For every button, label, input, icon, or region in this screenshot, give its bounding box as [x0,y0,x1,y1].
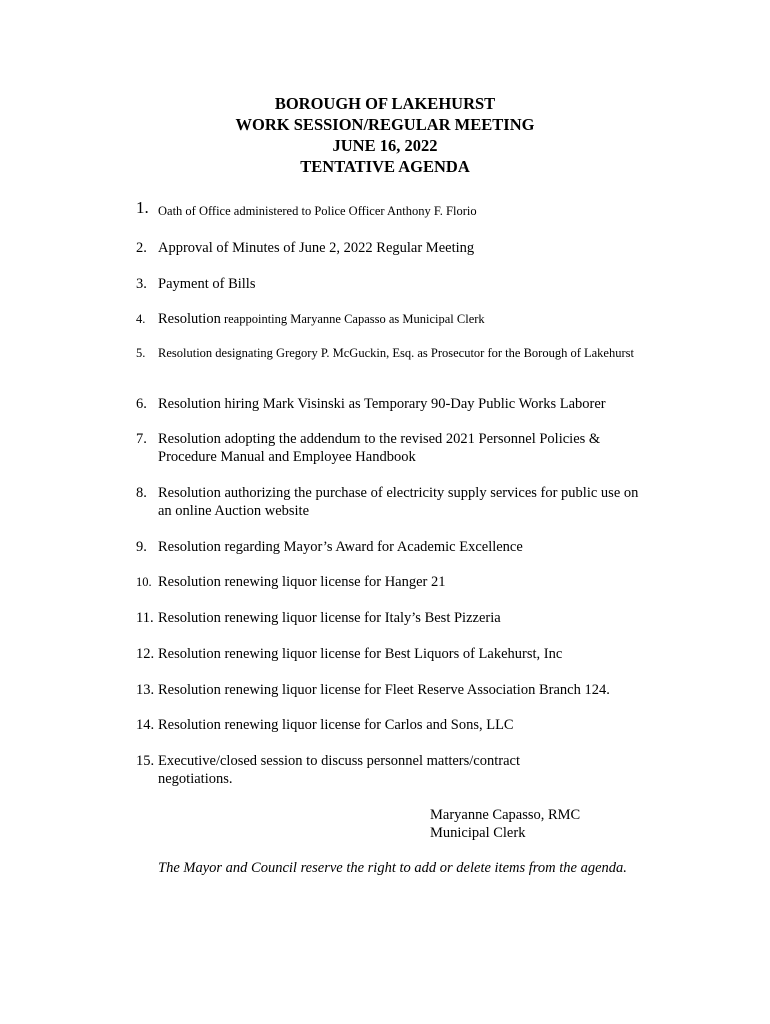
agenda-item-text: Resolution authorizing the purchase of electricity supply services for public use on an online Auction website [158,485,639,519]
agenda-item-number: 11. [136,610,154,626]
agenda-item-number: 12. [136,646,155,662]
agenda-item-number: 13. [136,682,155,698]
agenda-item-number: 8. [136,485,147,501]
clerk-signature-block [430,806,580,842]
agenda-item-number: 4. [136,312,146,326]
agenda-item-1 [136,198,646,220]
agenda-item-10 [136,573,646,591]
agenda-item-number: 14. [136,717,155,733]
agenda-disclaimer: The Mayor and Council reserve the right to add or delete items from the agenda. [158,860,627,876]
agenda-item-rest: reappointing Maryanne Capasso as Municipal Clerk [220,312,485,326]
agenda-item-number: 5. [136,346,146,360]
agenda-item-lead: Resolution [158,311,221,327]
agenda-item-text: Executive/closed session to discuss personnel matters/contract negotiations. [158,753,521,787]
agenda-item-text: Resolution renewing liquor license for Hanger 21 [158,574,446,590]
agenda-item-number: 6. [136,396,147,412]
agenda-item-text [136,310,646,328]
agenda-item-11 [136,609,646,627]
agenda-item-14 [136,716,646,734]
header-borough: BOROUGH OF LAKEHURST [274,94,496,113]
header-meeting-type: WORK SESSION/REGULAR MEETING [235,115,535,134]
agenda-item-15 [136,752,556,788]
agenda-item-text: Resolution adopting the addendum to the revised 2021 Personnel Policies & Procedure Manual and Employee Handbook [158,431,601,465]
agenda-item-text: Resolution hiring Mark Visinski as Temporary 90-Day Public Works Laborer [158,396,606,412]
agenda-item-number: 3. [136,276,147,292]
agenda-item-text: Approval of Minutes of June 2, 2022 Regular Meeting [158,240,475,256]
agenda-item-13 [136,681,646,699]
agenda-item-number: 2. [136,240,147,256]
agenda-item-number: 10. [136,575,152,589]
agenda-item-text: Resolution regarding Mayor’s Award for Academic Excellence [158,539,523,555]
agenda-item-3 [136,275,646,293]
clerk-title: Municipal Clerk [430,825,526,841]
header-agenda-title: TENTATIVE AGENDA [300,157,470,176]
agenda-item-text: Resolution renewing liquor license for Carlos and Sons, LLC [158,717,514,733]
clerk-name: Maryanne Capasso, RMC [430,807,581,823]
agenda-item-text: Oath of Office administered to Police Officer Anthony F. Florio [158,204,477,218]
agenda-item-4 [136,310,646,328]
agenda-item-number: 7. [136,431,147,447]
agenda-item-8 [136,484,646,520]
agenda-item-12 [136,645,646,663]
agenda-item-text: Resolution renewing liquor license for Italy’s Best Pizzeria [158,610,501,626]
agenda-item-number: 15. [136,753,155,769]
agenda-item-7 [136,430,646,466]
agenda-item-9 [136,538,646,556]
agenda-item-text: Resolution renewing liquor license for Fleet Reserve Association Branch 124. [158,682,610,698]
agenda-item-5 [136,344,646,362]
agenda-header [0,93,770,177]
agenda-item-2 [136,239,646,257]
agenda-item-6 [136,395,646,413]
header-date: JUNE 16, 2022 [332,136,438,155]
agenda-item-number: 1. [136,198,149,217]
agenda-item-number: 9. [136,539,147,555]
agenda-item-text: Resolution designating Gregory P. McGuckin, Esq. as Prosecutor for the Borough of Lakehurst [158,346,634,360]
agenda-item-text: Payment of Bills [158,276,256,292]
agenda-item-text: Resolution renewing liquor license for Best Liquors of Lakehurst, Inc [158,646,563,662]
